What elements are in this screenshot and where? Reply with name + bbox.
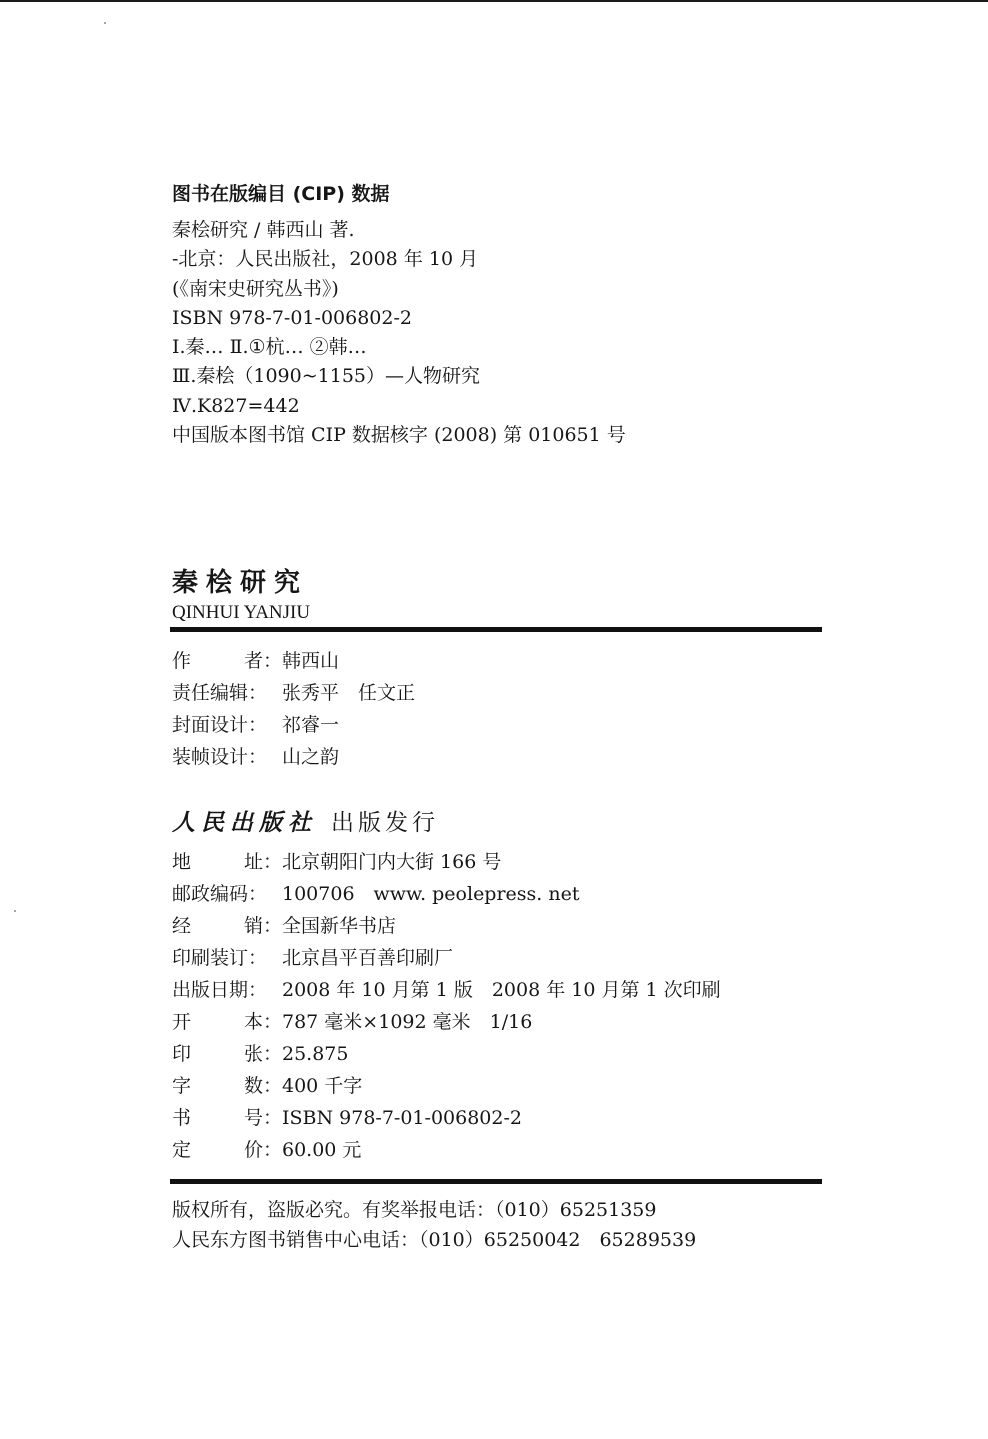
field-value: 60.00 元 xyxy=(282,1139,362,1161)
scan-speck xyxy=(104,22,106,24)
section-divider-bottom xyxy=(170,1179,822,1184)
field-label: 印 张： xyxy=(172,1043,282,1065)
publisher-logo-name: 人民出版社 xyxy=(172,809,317,836)
book-title: 秦桧研究 xyxy=(172,568,309,598)
sales-center-phone: 人民东方图书销售中心电话：（010）65250042 65289539 xyxy=(172,1229,697,1251)
detail-row-address xyxy=(172,846,721,878)
field-label: 作 者： xyxy=(172,650,282,672)
detail-row-printer xyxy=(172,942,721,974)
cip-line-imprint: -北京：人民出版社，2008 年 10 月 xyxy=(172,248,479,271)
credit-row-editors xyxy=(172,677,415,709)
field-label: 印刷装订： xyxy=(172,947,268,969)
field-label: 定 价： xyxy=(172,1139,282,1161)
detail-row-publication-date xyxy=(172,974,721,1006)
field-label: 装帧设计： xyxy=(172,746,268,768)
field-value: 北京朝阳门内大街 166 号 xyxy=(282,851,502,873)
field-value: 2008 年 10 月第 1 版 2008 年 10 月第 1 次印刷 xyxy=(282,979,721,1001)
field-label: 字 数： xyxy=(172,1075,282,1097)
field-label: 邮政编码： xyxy=(172,883,268,905)
field-label: 出版日期： xyxy=(172,979,268,1001)
field-value: 25.875 xyxy=(282,1043,349,1065)
credits-block xyxy=(172,645,415,773)
cip-line-title: 秦桧研究 / 韩西山 著. xyxy=(172,219,355,241)
detail-row-word-count xyxy=(172,1070,721,1102)
cip-line-index-4: Ⅳ.K827=442 xyxy=(172,394,300,417)
field-value: 北京昌平百善印刷厂 xyxy=(282,947,454,969)
field-value: 全国新华书店 xyxy=(282,915,397,937)
detail-row-distributor xyxy=(172,910,721,942)
copyright-notice: 版权所有，盗版必究。有奖举报电话：（010）65251359 xyxy=(172,1199,657,1221)
field-label: 封面设计： xyxy=(172,714,268,736)
field-label: 开 本： xyxy=(172,1011,282,1033)
field-value: 祁睿一 xyxy=(282,714,340,736)
field-label: 地 址： xyxy=(172,851,282,873)
cip-heading: 图书在版编目 (CIP) 数据 xyxy=(172,183,390,205)
publication-details xyxy=(172,846,721,1166)
field-label: 经 销： xyxy=(172,915,282,937)
footer-notice xyxy=(172,1195,696,1255)
credit-row-author xyxy=(172,645,415,677)
cip-line-series: (《南宋史研究丛书》) xyxy=(172,277,339,300)
section-divider-top xyxy=(170,627,822,632)
credit-row-cover-design xyxy=(172,709,415,741)
cip-data-block xyxy=(172,178,812,450)
field-value: 787 毫米×1092 毫米 1/16 xyxy=(282,1011,533,1033)
field-value: 山之韵 xyxy=(282,746,340,768)
field-value: 韩西山 xyxy=(282,650,340,672)
field-label: 书 号： xyxy=(172,1107,282,1129)
publisher-action: 出版发行 xyxy=(331,810,439,836)
credit-row-binding-design xyxy=(172,741,415,773)
field-value: ISBN 978-7-01-006802-2 xyxy=(282,1107,522,1129)
detail-row-format xyxy=(172,1006,721,1038)
cip-line-isbn: ISBN 978-7-01-006802-2 xyxy=(172,306,412,329)
field-value: 张秀平 任文正 xyxy=(282,682,416,704)
field-value: 100706 www. peolepress. net xyxy=(282,883,580,905)
detail-row-book-number xyxy=(172,1102,721,1134)
detail-row-sheets xyxy=(172,1038,721,1070)
detail-row-postcode xyxy=(172,878,721,910)
field-value: 400 千字 xyxy=(282,1075,363,1097)
book-pinyin-title: QINHUI YANJIU xyxy=(172,602,311,623)
field-label: 责任编辑： xyxy=(172,682,268,704)
cip-line-index-1-2: Ⅰ.秦… Ⅱ.①杭… ②韩… xyxy=(172,336,367,359)
top-edge-rule xyxy=(0,0,988,2)
cip-line-index-3: Ⅲ.秦桧（1090~1155）—人物研究 xyxy=(172,365,480,388)
scan-speck xyxy=(14,910,16,912)
cip-line-record-number: 中国版本图书馆 CIP 数据核字 (2008) 第 010651 号 xyxy=(172,424,626,447)
publisher-line xyxy=(172,805,439,841)
detail-row-price xyxy=(172,1134,721,1166)
